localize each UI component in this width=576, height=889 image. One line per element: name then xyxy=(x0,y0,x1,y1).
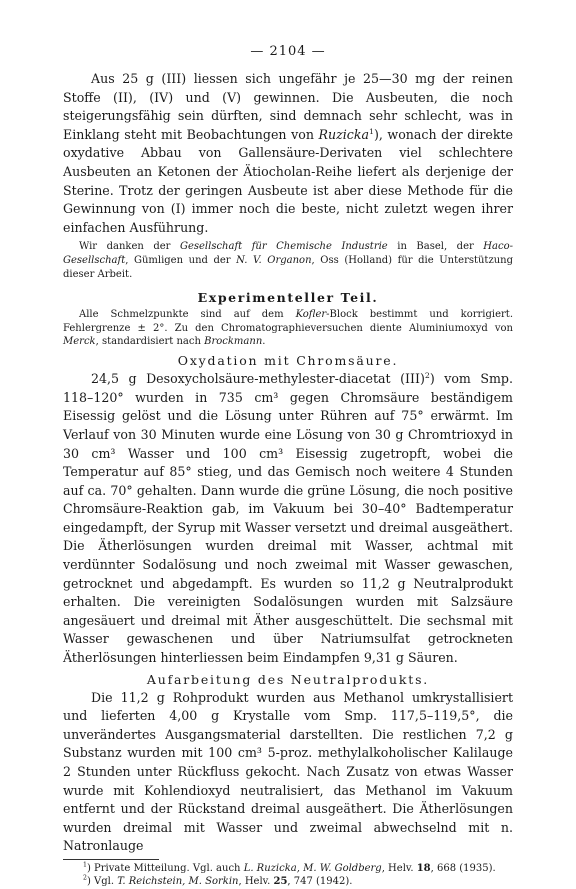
footnote-authors: L. Ruzicka, M. W. Goldberg xyxy=(243,862,382,874)
footnote-volume: 25 xyxy=(273,876,288,888)
name-merck: Merck xyxy=(63,336,96,348)
section-heading-experimental: Experimenteller Teil. xyxy=(197,289,379,305)
subheading-workup: Aufarbeitung des Neutralprodukts. xyxy=(146,671,430,687)
intro-text-cont: ), wonach der direkte oxydative Abbau von Gallensäure-Derivaten viel schlechtere Ausbeuten an Ketonen der Ätiocholan-Reihe liefert als derjenige der Sterine. Trotz der geringen Ausbeute ist aber diese Methode für die Gewinnung von (I) immer noch die beste, nicht zuletzt wegen ihrer einfachen Ausführung. xyxy=(63,126,513,235)
footnote-text: ) Private Mitteilung. Vgl. auch xyxy=(86,862,244,874)
thanks-text: , Gümligen und der xyxy=(125,255,237,267)
footnote-mark: 2 xyxy=(83,875,87,883)
intro-text: Aus 25 g (III) liessen sich ungefähr je 25—30 mg der reinen Stoffe (II), (IV) und (V) gewinnen. Die Ausbeuten, die noch steigerungsfähig sein dürften, sind demnach sehr schlecht, was in Einklang steht mit Beobachtungen von xyxy=(63,71,513,142)
footnote-text: , 668 (1935). xyxy=(430,862,496,874)
footnote-ref-2: 2 xyxy=(424,370,430,380)
footnote-divider xyxy=(63,859,159,860)
page-number: — 2104 — xyxy=(250,44,326,59)
footnote-text: , 747 (1942). xyxy=(287,876,353,888)
sponsor-1: Gesellschaft für Chemische Industrie xyxy=(179,241,388,253)
footnote-2 xyxy=(63,875,513,889)
note-text: Alle Schmelzpunkte sind auf dem xyxy=(79,308,296,320)
footnote-ref-1: 1 xyxy=(368,126,374,136)
oxidation-text-cont: ) vom Smp. 118–120° wurden in 735 cm³ gegen Chromsäure beständigem Eisessig gelöst und die Lösung unter Rühren auf 75° erwärmt. Im Verlauf von 30 Minuten wurde eine Lösung von 30 g Chromtrioxyd in 30 cm³ Wasser und 100 cm³ Eisessig zugetropft, wobei die Temperatur auf 85° stieg, und das Gemisch noch weitere 4 Stunden auf ca. 70° gehalten. Dann wurde die grüne Lösung, die noch positive Chromsäure-Reaktion gab, im Vakuum bei 30–40° Badtemperatur eingedampft, der Syrup mit Wasser versetzt und dreimal ausgeäthert. Die Ätherlösungen wurden dreimal mit Wasser, achtmal mit verdünnter Sodalösung und noch zweimal mit Wasser gewaschen, getrocknet und abgedampft. Es wurden so 11,2 g Neutralprodukt erhalten. Die vereinigten Sodalösungen wurden mit Salzsäure angesäuert und dreimal mit Äther ausgeschüttelt. Die sechsmal mit Wasser gewaschenen und über Natriumsulfat getrockneten Ätherlösungen hinterliessen beim Eindampfen 9,31 g Säuren. xyxy=(63,371,513,666)
footnote-volume: 18 xyxy=(416,862,431,874)
intro-paragraph xyxy=(63,70,513,237)
oxidation-paragraph xyxy=(63,370,513,668)
thanks-text: in Basel, der xyxy=(387,241,484,253)
note-text: . xyxy=(262,336,266,348)
footnote-text: ) Vgl. xyxy=(86,876,118,888)
page-body xyxy=(63,70,513,889)
author-ruzicka: Ruzicka xyxy=(318,126,369,142)
footnote-1 xyxy=(63,862,513,876)
workup-paragraph: Die 11,2 g Rohprodukt wurden aus Methanol umkrystallisiert und lieferten 4,00 g Krystalle vom Smp. 117,5–119,5°, die unverändertes Ausgangsmaterial darstellten. Die restlichen 7,2 g Substanz wurden mit 100 cm³ 5-proz. methylalkoholischer Kalilauge 2 Stunden unter Rückfluss gekocht. Nach Zusatz von etwas Wasser wurde mit Kohlendioxyd neutralisiert, das Methanol im Vakuum entfernt und der Rückstand dreimal ausgeäthert. Die Ätherlösungen wurden dreimal mit Wasser und zweimal abwechselnd mit n. Natronlauge xyxy=(63,689,513,854)
acknowledgement xyxy=(63,240,513,281)
footnote-mark: 1 xyxy=(83,861,87,869)
name-brockmann: Brockmann xyxy=(204,336,263,348)
sponsor-2: Haco-Gesellschaft xyxy=(63,241,513,267)
thanks-text: Wir danken der xyxy=(79,241,180,253)
note-text: -Block bestimmt und korrigiert. Fehlergrenze ± 2°. Zu den Chromatographieversuchen diente Aluminiumoxyd von xyxy=(63,308,513,334)
thanks-text: , Oss (Holland) für die Unterstützung dieser Arbeit. xyxy=(63,255,514,280)
name-kofler: Kofler xyxy=(295,308,327,320)
sponsor-3: N. V. Organon xyxy=(236,255,312,267)
footnote-text: , Helv. xyxy=(238,876,274,888)
footnote-text: , Helv. xyxy=(381,862,417,874)
footnote-authors: T. Reichstein, M. Sorkin xyxy=(117,876,239,888)
note-text: , standardisiert nach xyxy=(95,336,205,348)
oxidation-text: 24,5 g Desoxycholsäure-methylester-diacetat (III) xyxy=(91,371,425,387)
methods-note xyxy=(63,308,513,349)
subheading-oxidation: Oxydation mit Chromsäure. xyxy=(177,353,399,369)
